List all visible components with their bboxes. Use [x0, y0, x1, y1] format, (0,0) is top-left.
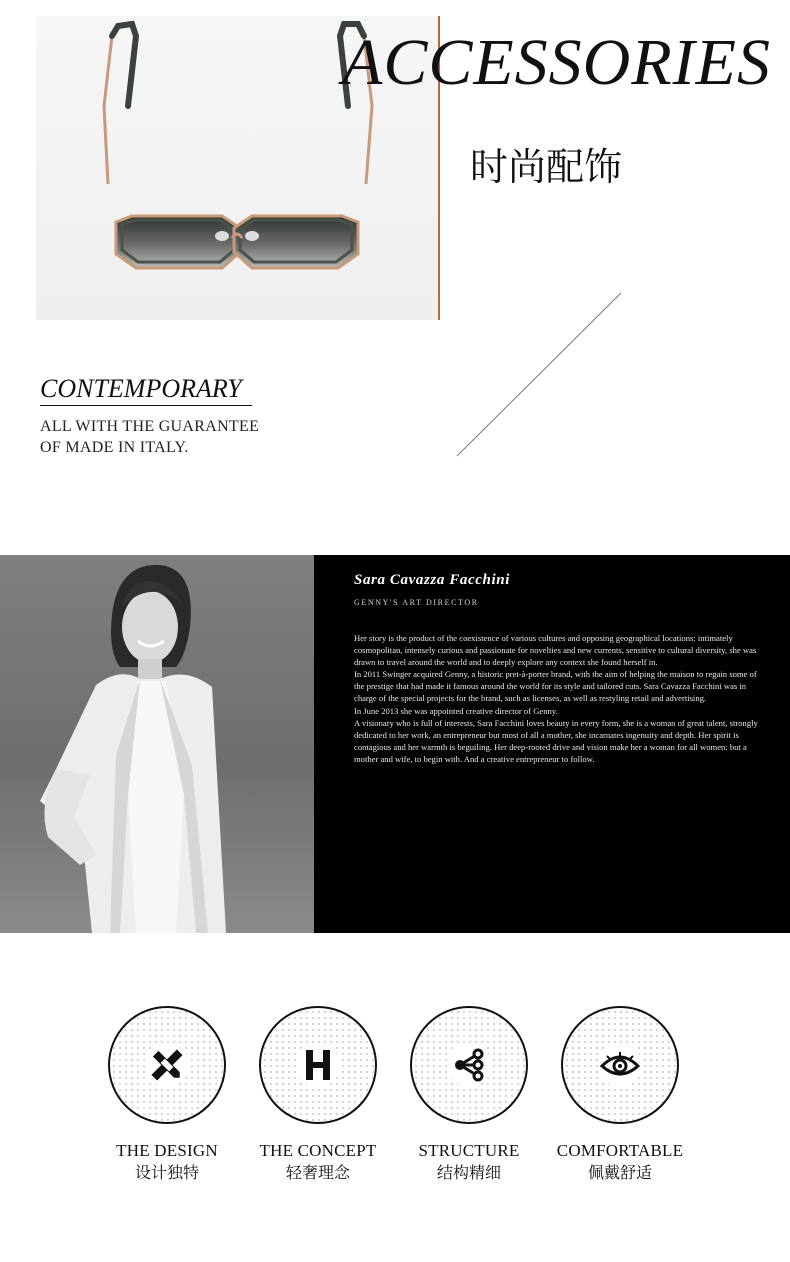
bio-paragraph: A visionary who is full of interests, Sara Facchini loves beauty in every form, she is a woman of great talent, strongly dedicated to her work, an entrepreneur but most of all a mother, she incarnates ingenuity and depth. Her spirit is contagious and her warmth is beguiling. Her deep-rooted drive and vision make her a woman for all women: but a mother and wife, to begin with. And a creative entrepreneur to follow.: [354, 717, 758, 764]
feature-comfortable: [544, 1006, 696, 1181]
heading-underline: [40, 405, 252, 406]
guarantee-line-1: ALL WITH THE GUARANTEE: [40, 418, 260, 435]
guarantee-line-2: OF MADE IN ITALY.: [40, 439, 189, 456]
feature-concept: [242, 1006, 394, 1181]
bio-text: [354, 632, 758, 765]
ruler-pencil-icon: [149, 1047, 185, 1083]
feature-subtitle: 结构精细: [436, 1163, 501, 1182]
feature-title: STRUCTURE: [418, 1141, 520, 1160]
feature-circle: [410, 1006, 528, 1124]
director-name: Sara Cavazza Facchini: [354, 572, 510, 588]
bio-paragraph: In June 2013 she was appointed creative director of Genny.: [354, 705, 558, 716]
director-role: GENNY'S ART DIRECTOR: [354, 598, 479, 607]
section-heading-contemporary: CONTEMPORARY: [40, 374, 242, 403]
feature-structure: [393, 1006, 545, 1181]
feature-title: COMFORTABLE: [556, 1141, 684, 1160]
feature-subtitle: 佩戴舒适: [587, 1163, 652, 1182]
bio-paragraph: In 2011 Swinger acquired Genny, a historic pret-à-porter brand, with the aim of helping the maison to regain some of the prestige that had made it famous around the world for its style and tailored cuts. Sara Cavazza Facchini was in charge of the special projects for the brand, such as licenses, as well as restyling retail and advertising.: [354, 669, 757, 704]
page-title-chinese: 时尚配饰: [470, 145, 623, 189]
feature-circle: [259, 1006, 377, 1124]
eye-icon: [599, 1050, 641, 1080]
decorative-diagonal-line: [455, 290, 625, 460]
letter-h-icon: [303, 1048, 333, 1082]
feature-subtitle: 设计独特: [134, 1163, 199, 1182]
portrait-photo: [0, 555, 314, 933]
page-title: ACCESSORIES: [342, 26, 771, 99]
feature-circle: [108, 1006, 226, 1124]
feature-circle: [561, 1006, 679, 1124]
share-nodes-icon: [451, 1047, 487, 1083]
bio-paragraph: Her story is the product of the coexistence of various cultures and opposing geographical locations: intimately cosmopolitan, intensely curious and passionate for novelties and new currents, sensitive to cultural diversity, she was drawn to travel around the world and to deeply explore any context she found herself in.: [354, 633, 757, 668]
feature-title: THE DESIGN: [116, 1141, 218, 1160]
feature-design: [91, 1006, 243, 1181]
portrait-illustration: [0, 555, 314, 933]
feature-subtitle: 轻奢理念: [285, 1163, 350, 1182]
feature-title: THE CONCEPT: [259, 1141, 377, 1160]
